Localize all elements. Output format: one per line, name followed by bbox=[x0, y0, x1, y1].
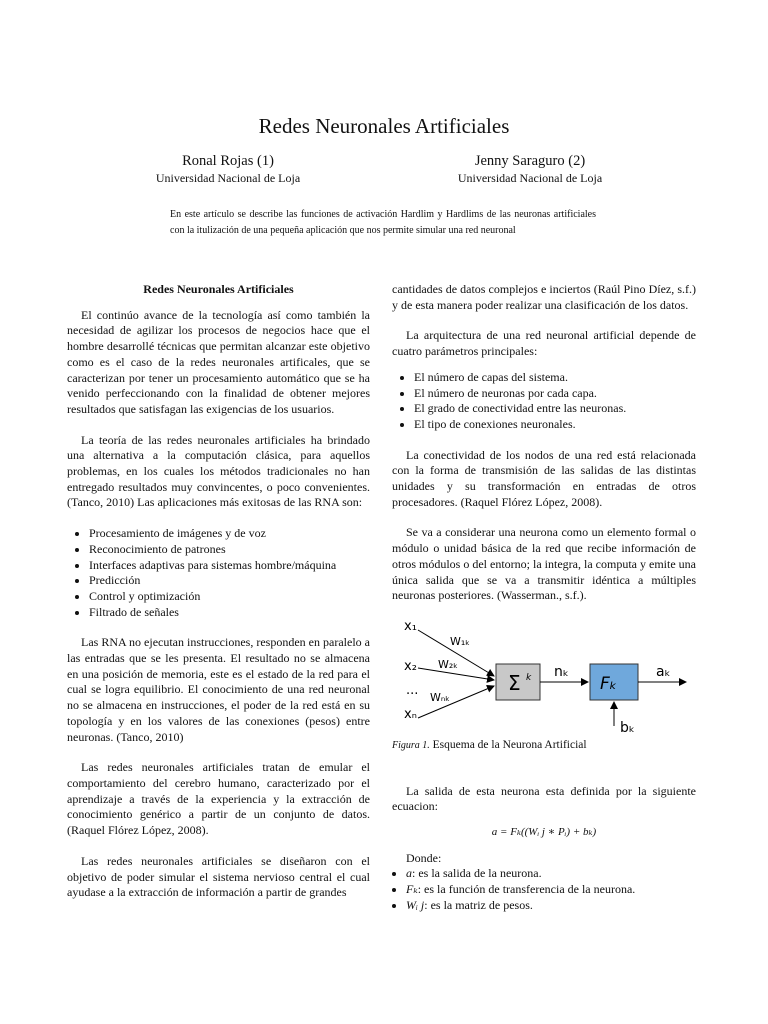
list-item: • Procesamiento de imágenes y de voz bbox=[89, 526, 370, 542]
list-item: • Interfaces adaptivas para sistemas hombre/máquina bbox=[89, 558, 370, 574]
input-label: x₁ bbox=[404, 618, 417, 634]
paper-title: Redes Neuronales Artificiales bbox=[258, 114, 510, 138]
paragraph: La conectividad de los nodos de una red está relacionada con la forma de transmisión de las salidas de las distintas unidades y su transformación en entradas de otros procesadores. (Raquel Flórez López, 2008). bbox=[392, 447, 696, 509]
caption-text: Esquema de la Neurona Artificial bbox=[432, 738, 587, 751]
paragraph: cantidades de datos complejos e inciertos (Raúl Pino Díez, s.f.) y de esta manera poder realizar una clasificación de los datos. bbox=[392, 282, 696, 312]
author-affiliation: Universidad Nacional de Loja bbox=[155, 171, 301, 185]
figure-neuron bbox=[392, 614, 696, 738]
list-item: • Control y optimización bbox=[89, 589, 370, 605]
parameters-list bbox=[392, 370, 696, 433]
author-name: Jenny Saraguro (2) bbox=[474, 153, 586, 169]
net-label: nₖ bbox=[554, 663, 569, 680]
author-2 bbox=[380, 152, 680, 186]
weight-label: W₁ₖ bbox=[450, 634, 470, 648]
right-column bbox=[392, 282, 696, 914]
list-item: • El tipo de conexiones neuronales. bbox=[414, 417, 696, 433]
paragraph: La arquitectura de una red neuronal artificial depende de cuatro parámetros principales: bbox=[392, 328, 696, 359]
paragraph: El continúo avance de la tecnología así como también la necesidad de agilizar los procesos de negocios hace que el hombre desarrollé técnicas que permitan alcanzar este objetivo como es el caso de la redes neuronales artificales, que se caracterizan por tener un procesamiento automático que se ha venido perfeccionando con la finalidad de obtener mejores resultados que satisfagan las exigencias de los usuarios. bbox=[67, 307, 370, 416]
list-item: • Reconocimiento de patrones bbox=[89, 542, 370, 558]
list-item: • El grado de conectividad entre las neuronas. bbox=[414, 401, 696, 417]
paragraph: Se va a considerar una neurona como un elemento formal o módulo o unidad básica de la red que recibe información de otros módulos o del entorno; la integra, la computa y emite una única salida que se va a transmitir idéntica a múltiples neuronas posteriores. (Wasserman., s.f.). bbox=[392, 525, 696, 603]
author-name: Ronal Rojas (1) bbox=[182, 153, 274, 169]
definition-symbol: Fₖ bbox=[406, 882, 418, 897]
figure-caption bbox=[392, 738, 696, 754]
weight-label: W₂ₖ bbox=[438, 657, 458, 671]
list-item: • Predicción bbox=[89, 573, 370, 589]
definition-symbol: a bbox=[406, 866, 412, 881]
section-heading: Redes Neuronales Artificiales bbox=[143, 282, 294, 296]
abstract: En este artículo se describe las funciones de activación Hardlim y Hardlims de las neuronas artificiales con la itulización de una pequeña aplicación que nos permite simular una red neuronal bbox=[170, 209, 596, 236]
paragraph: Las redes neuronales artificiales tratan de emular el comportamiento del cerebro humano, caracterizado por el aprendizaje a través de la experiencia y la extracción de conocimiento genérico a partir de un conjunto de datos.(Raquel Flórez López, 2008). bbox=[67, 760, 370, 838]
paragraph: Las redes neuronales artificiales se diseñaron con el objetivo de poder simular el sistema nervioso central el cual ayudase a la extracción de información a partir de grandes bbox=[67, 853, 370, 900]
left-column bbox=[67, 282, 370, 901]
applications-list bbox=[67, 526, 370, 620]
input-label: xₙ bbox=[404, 706, 417, 722]
author-1 bbox=[78, 152, 378, 186]
list-item bbox=[406, 882, 696, 898]
donde-label: Donde: bbox=[406, 850, 442, 865]
list-item: • El número de neuronas por cada capa. bbox=[414, 386, 696, 402]
definitions-list bbox=[392, 866, 696, 913]
neuron-diagram bbox=[392, 614, 696, 738]
activation-label: Fₖ bbox=[600, 673, 618, 694]
definition-text: : es la matriz de pesos. bbox=[424, 897, 533, 912]
paragraph: La salida de esta neurona esta definida por la siguiente ecuacion: bbox=[392, 783, 696, 814]
paragraph: Las RNA no ejecutan instrucciones, responden en paralelo a las entradas que se les presenta. El resultado no se almacena en una posición de memoria, este es el estado de la red para el cual se logra equilibrio. El conocimiento de una red neuronal no se almacena en instrucciones, el poder de la red está en su topología y en los valores de las conexiones (pesos) entre neuronas. (Tanco, 2010) bbox=[67, 635, 370, 744]
list-item bbox=[406, 898, 696, 914]
equation: a = Fₖ((Wᵢ j ∗ Pᵢ) + bₖ) bbox=[491, 826, 597, 839]
summation-subscript: k bbox=[526, 672, 532, 683]
caption-label: Figura 1. bbox=[392, 739, 430, 751]
output-label: aₖ bbox=[656, 663, 671, 680]
list-item bbox=[406, 866, 696, 882]
definition-text: : es la salida de la neurona. bbox=[412, 866, 542, 881]
definition-text: : es la función de transferencia de la neurona. bbox=[417, 882, 636, 897]
weight-label: Wₙₖ bbox=[430, 690, 450, 704]
list-item: • El número de capas del sistema. bbox=[414, 370, 696, 386]
summation-symbol: Σ bbox=[508, 670, 521, 695]
bias-label: bₖ bbox=[620, 719, 635, 736]
list-item: • Filtrado de señales bbox=[89, 605, 370, 621]
paragraph: La teoría de las redes neuronales artificiales ha brindado una alternativa a la computación clásica, para aquellos problemas, en los cuales los métodos tradicionales no han entregado resultados muy convincentes, o poco convenientes. (Tanco, 2010) Las aplicaciones más exitosas de las RNA son: bbox=[67, 432, 370, 510]
input-label: x₂ bbox=[404, 658, 417, 674]
input-label: ... bbox=[406, 682, 419, 698]
author-affiliation: Universidad Nacional de Loja bbox=[457, 171, 603, 185]
definition-symbol: Wᵢ j bbox=[406, 897, 425, 912]
